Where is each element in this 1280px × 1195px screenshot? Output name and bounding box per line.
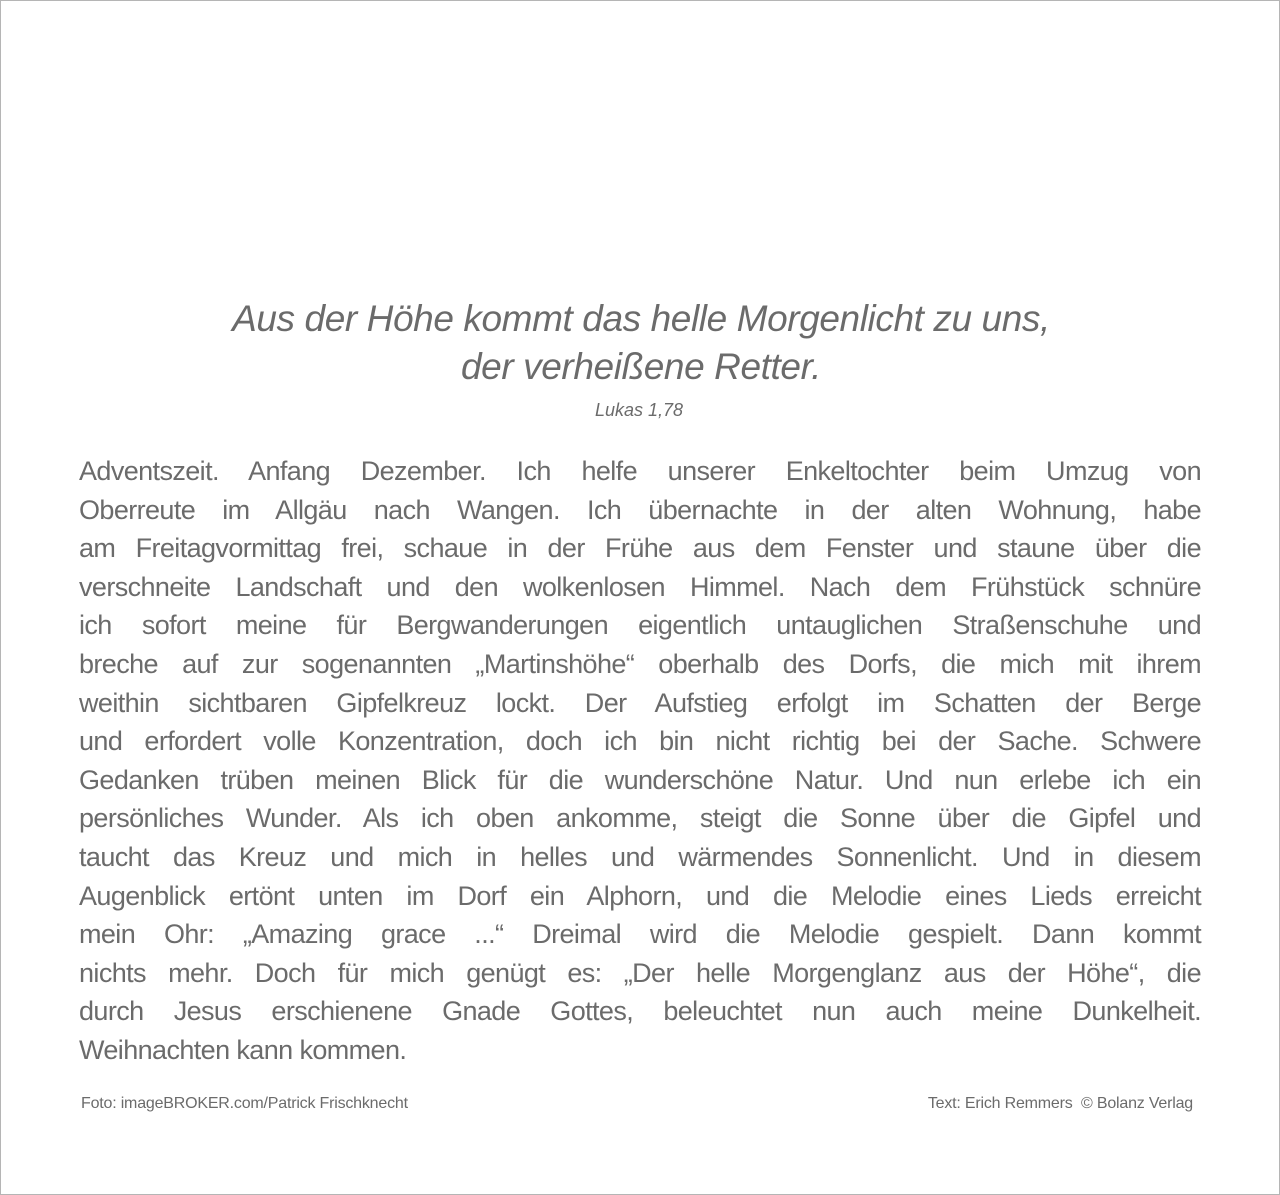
text-line: Gedanken trüben meinen Blick für die wunderschöne Natur. Und nun erlebe ich ein xyxy=(79,764,1201,795)
text-line: Oberreute im Allgäu nach Wangen. Ich übernachte in der alten Wohnung, habe xyxy=(79,494,1201,525)
text-line: Weihnachten kann kommen. xyxy=(79,1034,407,1065)
text-line: am Freitagvormittag frei, schaue in der Frühe aus dem Fenster und staune über die xyxy=(79,533,1201,564)
text-line: nichts mehr. Doch für mich genügt es: „Der helle Morgenglanz aus der Höhe“, die xyxy=(79,957,1201,988)
devotional-text xyxy=(79,452,1201,1070)
text-line: weithin sichtbaren Gipfelkreuz lockt. Der Aufstieg erfolgt im Schatten der Berge xyxy=(79,687,1201,718)
text-line: mein Ohr: „Amazing grace ...“ Dreimal wird die Melodie gespielt. Dann kommt xyxy=(79,919,1201,950)
text-line: taucht das Kreuz und mich in helles und wärmendes Sonnenlicht. Und in diesem xyxy=(79,841,1201,872)
text-line: Adventszeit. Anfang Dezember. Ich helfe unserer Enkeltochter beim Umzug von xyxy=(79,456,1201,486)
quote-line-2: der verheißene Retter. xyxy=(460,346,821,387)
photo-credit: Foto: imageBROKER.com/Patrick Frischknecht xyxy=(81,1095,408,1112)
text-line: persönliches Wunder. Als ich oben ankomme, steigt die Sonne über die Gipfel und xyxy=(79,803,1201,834)
text-line: verschneite Landschaft und den wolkenlosen Himmel. Nach dem Frühstück schnüre xyxy=(79,571,1201,602)
text-line: ich sofort meine für Bergwanderungen eigentlich untauglichen Straßenschuhe und xyxy=(79,610,1201,641)
text-line: durch Jesus erschienene Gnade Gottes, beleuchtet nun auch meine Dunkelheit. xyxy=(79,996,1201,1027)
text-credit: Text: Erich Remmers © Bolanz Verlag xyxy=(927,1095,1193,1112)
text-line: und erfordert volle Konzentration, doch ich bin nicht richtig bei der Sache. Schwere xyxy=(79,726,1201,757)
bible-reference: Lukas 1,78 xyxy=(594,400,684,420)
quote-line-1: Aus der Höhe kommt das helle Morgenlicht zu uns, xyxy=(232,298,1050,339)
text-line: breche auf zur sogenannten „Martinshöhe“ oberhalb des Dorfs, die mich mit ihrem xyxy=(79,648,1201,679)
text-line: Augenblick ertönt unten im Dorf ein Alphorn, und die Melodie eines Lieds erreicht xyxy=(79,880,1201,911)
bible-quote xyxy=(1,295,1280,391)
